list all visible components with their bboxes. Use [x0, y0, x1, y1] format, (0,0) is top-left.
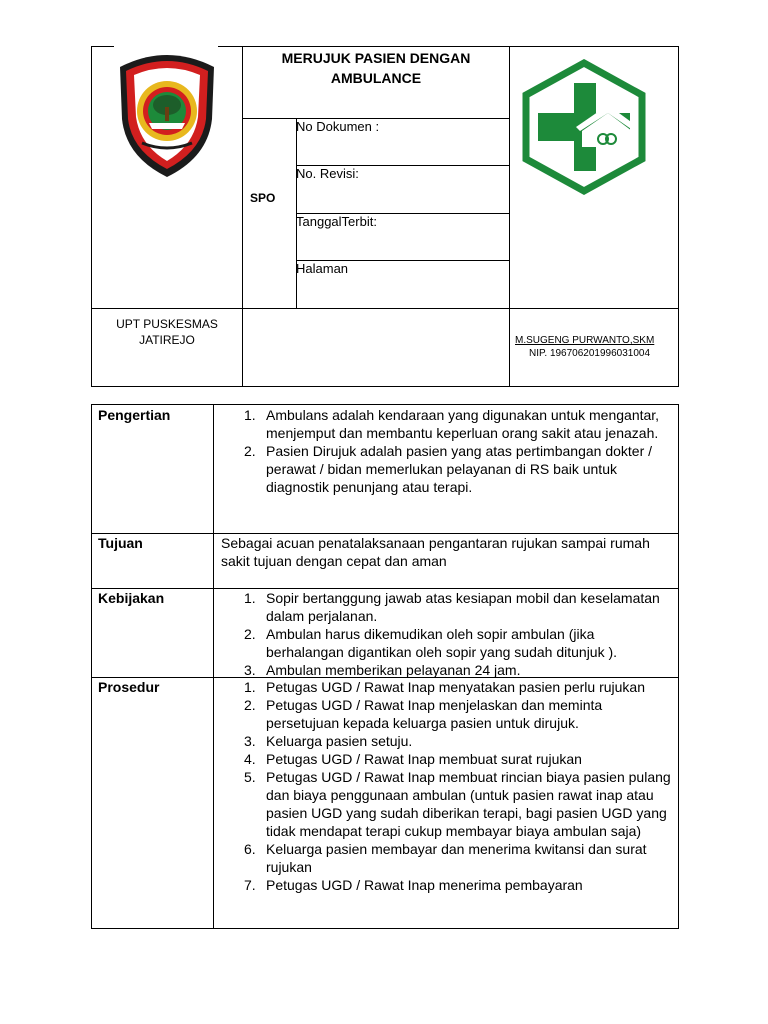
pengertian-list — [222, 406, 672, 496]
section-label-pengertian: Pengertian — [98, 407, 171, 423]
document-title: MERUJUK PASIEN DENGAN AMBULANCE — [281, 50, 471, 86]
list-item: 3. Ambulan memberikan pelayanan 24 jam. — [244, 662, 521, 678]
spo-label: SPO — [250, 191, 276, 205]
prosedur-list — [222, 678, 672, 894]
section-label-tujuan: Tujuan — [98, 535, 143, 551]
section-label-prosedur: Prosedur — [98, 679, 160, 695]
list-item: 2. Pasien Dirujuk adalah pasien yang atas pertimbangan dokter / perawat / bidan memerlukan pelayanan di RS baik untuk diagnostik penunjang atau terapi. — [244, 443, 653, 495]
list-item: 2. Petugas UGD / Rawat Inap menjelaskan dan meminta persetujuan kepada keluarga pasien untuk dirujuk. — [244, 697, 603, 731]
list-item: 7. Petugas UGD / Rawat Inap menerima pembayaran — [244, 877, 583, 893]
list-item: 1. Sopir bertanggung jawab atas kesiapan mobil dan keselamatan dalam perjalanan. — [244, 590, 660, 624]
list-item: 1. Petugas UGD / Rawat Inap menyatakan pasien perlu rujukan — [244, 679, 645, 695]
field-no-revisi: No. Revisi: — [296, 166, 359, 181]
kebijakan-list — [222, 589, 672, 679]
field-no-dokumen: No Dokumen : — [296, 119, 380, 134]
list-item: 1. Ambulans adalah kendaraan yang digunakan untuk mengantar, menjemput dan membantu keperluan orang sakit atau jenazah. — [244, 407, 660, 441]
list-item: 5. Petugas UGD / Rawat Inap membuat rincian biaya pasien pulang dan biaya penggunaan ambulan (untuk pasien rawat inap atau pasien UGD yang sudah diberikan terapi, bagi pasien UGD yang tidak mendapat terapi cukup membayar biaya ambulan saja) — [244, 769, 671, 839]
list-item: 3. Keluarga pasien setuju. — [244, 733, 413, 749]
puskesmas-logo — [520, 59, 648, 195]
field-halaman: Halaman — [296, 261, 349, 276]
signer-name: M.SUGENG PURWANTO,SKM — [515, 335, 655, 346]
field-tanggal-terbit: TanggalTerbit: — [296, 214, 377, 229]
org-name-line1: UPT PUSKESMAS — [116, 317, 218, 331]
list-item: 2. Ambulan harus dikemudikan oleh sopir ambulan (jika berhalangan digantikan oleh sopir yang sudah ditunjuk ). — [244, 626, 618, 660]
tujuan-text: Sebagai acuan penatalaksanaan pengantaran rujukan sampai rumah sakit tujuan dengan cepat dan aman — [221, 535, 650, 569]
list-item: 6. Keluarga pasien membayar dan menerima kwitansi dan surat rujukan — [244, 841, 647, 875]
regency-logo — [112, 49, 222, 179]
content-table — [91, 404, 679, 929]
org-name-line2: JATIREJO — [139, 333, 195, 347]
section-label-kebijakan: Kebijakan — [98, 590, 165, 606]
header-table — [91, 46, 679, 387]
signer-nip: NIP. 196706201996031004 — [529, 348, 651, 359]
list-item: 4. Petugas UGD / Rawat Inap membuat surat rujukan — [244, 751, 582, 767]
